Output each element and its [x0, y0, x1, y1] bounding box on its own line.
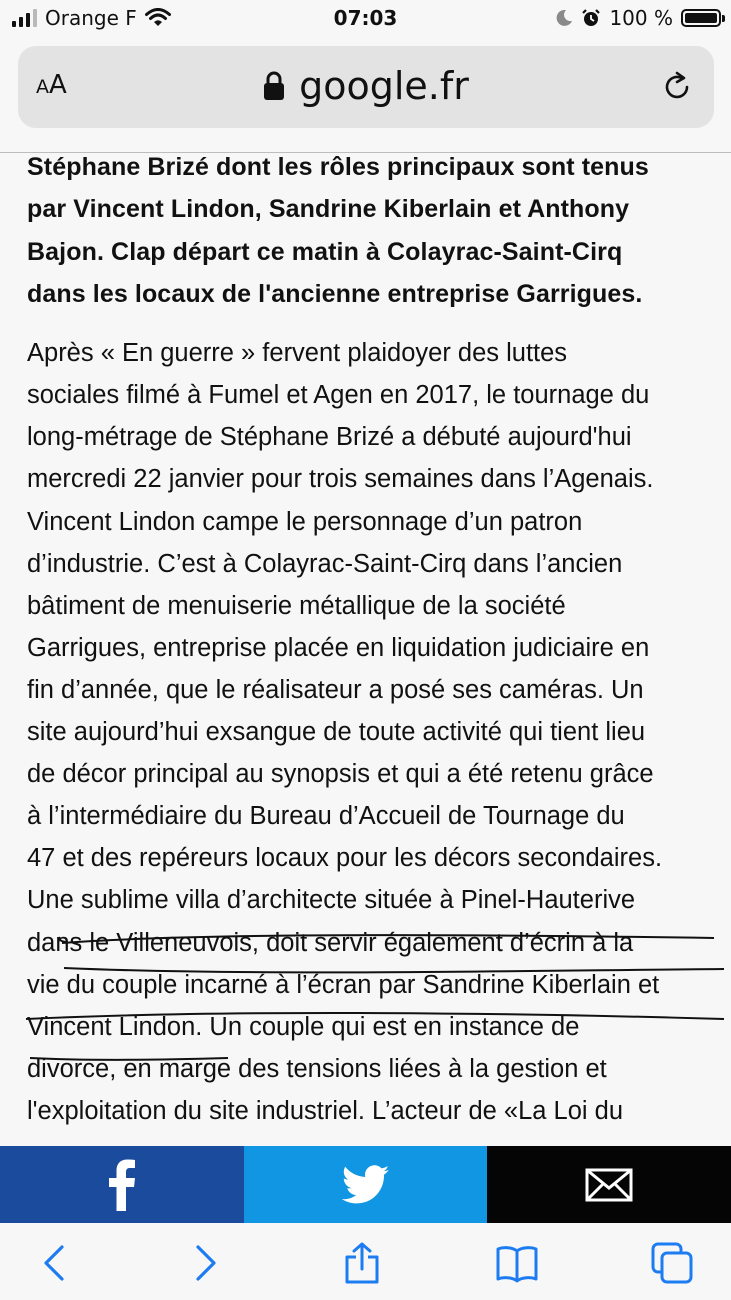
body-line: l'exploitation du site industriel. L’acteur de «La Loi du [27, 1096, 624, 1125]
article-paragraph [27, 332, 717, 1132]
moon-icon [555, 9, 573, 27]
body-line: mercredi 22 janvier pour trois semaines dans l’Agenais. [27, 465, 654, 494]
body-line: de décor principal au synopsis et qui a été retenu grâce [27, 760, 654, 789]
body-line: Vincent Lindon campe le personnage d’un patron [27, 507, 583, 536]
lead-line: Bajon. Clap départ ce matin à Colayrac-Saint-Cirq [27, 237, 623, 266]
body-line: vie du couple incarné à l’écran par Sandrine Kiberlain et [27, 970, 660, 999]
share-bar [0, 1146, 731, 1223]
lead-line: Stéphane Brizé dont les rôles principaux sont tenus [27, 153, 649, 181]
share-icon[interactable] [340, 1241, 384, 1285]
article-content [27, 146, 717, 1132]
body-line: divorce, en marge des tensions liées à la gestion et [27, 1054, 607, 1083]
lead-line: dans les locaux de l'ancienne entreprise Garrigues. [27, 279, 643, 308]
back-icon[interactable] [32, 1241, 76, 1285]
facebook-icon [108, 1159, 136, 1211]
body-line: bâtiment de menuiserie métallique de la société [27, 591, 566, 620]
url-display[interactable] [18, 64, 714, 108]
body-line: Vincent Lindon. Un couple qui est en instance de [27, 1012, 580, 1041]
bookmarks-icon[interactable] [495, 1241, 539, 1285]
body-line: fin d’année, que le réalisateur a posé ses caméras. Un [27, 675, 644, 704]
body-line: 47 et des repéreurs locaux pour les décors secondaires. [27, 844, 663, 873]
battery-icon [681, 9, 721, 27]
body-line: Garrigues, entreprise placée en liquidation judiciaire en [27, 633, 650, 662]
body-line: Une sublime villa d’architecte située à Pinel-Hauterive [27, 886, 636, 915]
body-line: d’industrie. C’est à Colayrac-Saint-Cirq dans l’ancien [27, 549, 623, 578]
tabs-icon[interactable] [650, 1241, 694, 1285]
address-bar[interactable] [18, 46, 714, 128]
body-line: long-métrage de Stéphane Brizé a débuté aujourd'hui [27, 423, 632, 452]
body-line: site aujourd’hui exsangue de toute activité qui tient lieu [27, 718, 646, 747]
reader-text-size-button[interactable]: AA [36, 70, 67, 100]
alarm-icon [581, 8, 601, 28]
lead-line: par Vincent Lindon, Sandrine Kiberlain et Anthony [27, 195, 630, 224]
twitter-icon [341, 1165, 391, 1205]
clock-time: 07:03 [333, 6, 398, 30]
mail-icon [585, 1168, 633, 1202]
body-line: à l’intermédiaire du Bureau d’Accueil de Tournage du [27, 802, 625, 831]
share-email-button[interactable] [487, 1146, 731, 1223]
article-lead [27, 146, 717, 315]
battery-percent: 100 % [609, 6, 673, 30]
url-domain: google.fr [299, 64, 469, 108]
forward-icon[interactable] [184, 1241, 228, 1285]
lock-icon [263, 71, 285, 101]
share-twitter-button[interactable] [244, 1146, 488, 1223]
body-line: dans le Villeneuvois, doit servir également d’écrin à la [27, 928, 634, 957]
status-bar [0, 0, 731, 40]
share-facebook-button[interactable] [0, 1146, 244, 1223]
carrier-label: Orange F [45, 6, 137, 30]
status-right [555, 6, 721, 30]
body-line: Après « En guerre » fervent plaidoyer des luttes [27, 339, 568, 368]
browser-toolbar [0, 1223, 731, 1300]
body-line: sociales filmé à Fumel et Agen en 2017, le tournage du [27, 381, 650, 410]
reload-icon[interactable] [660, 70, 694, 104]
